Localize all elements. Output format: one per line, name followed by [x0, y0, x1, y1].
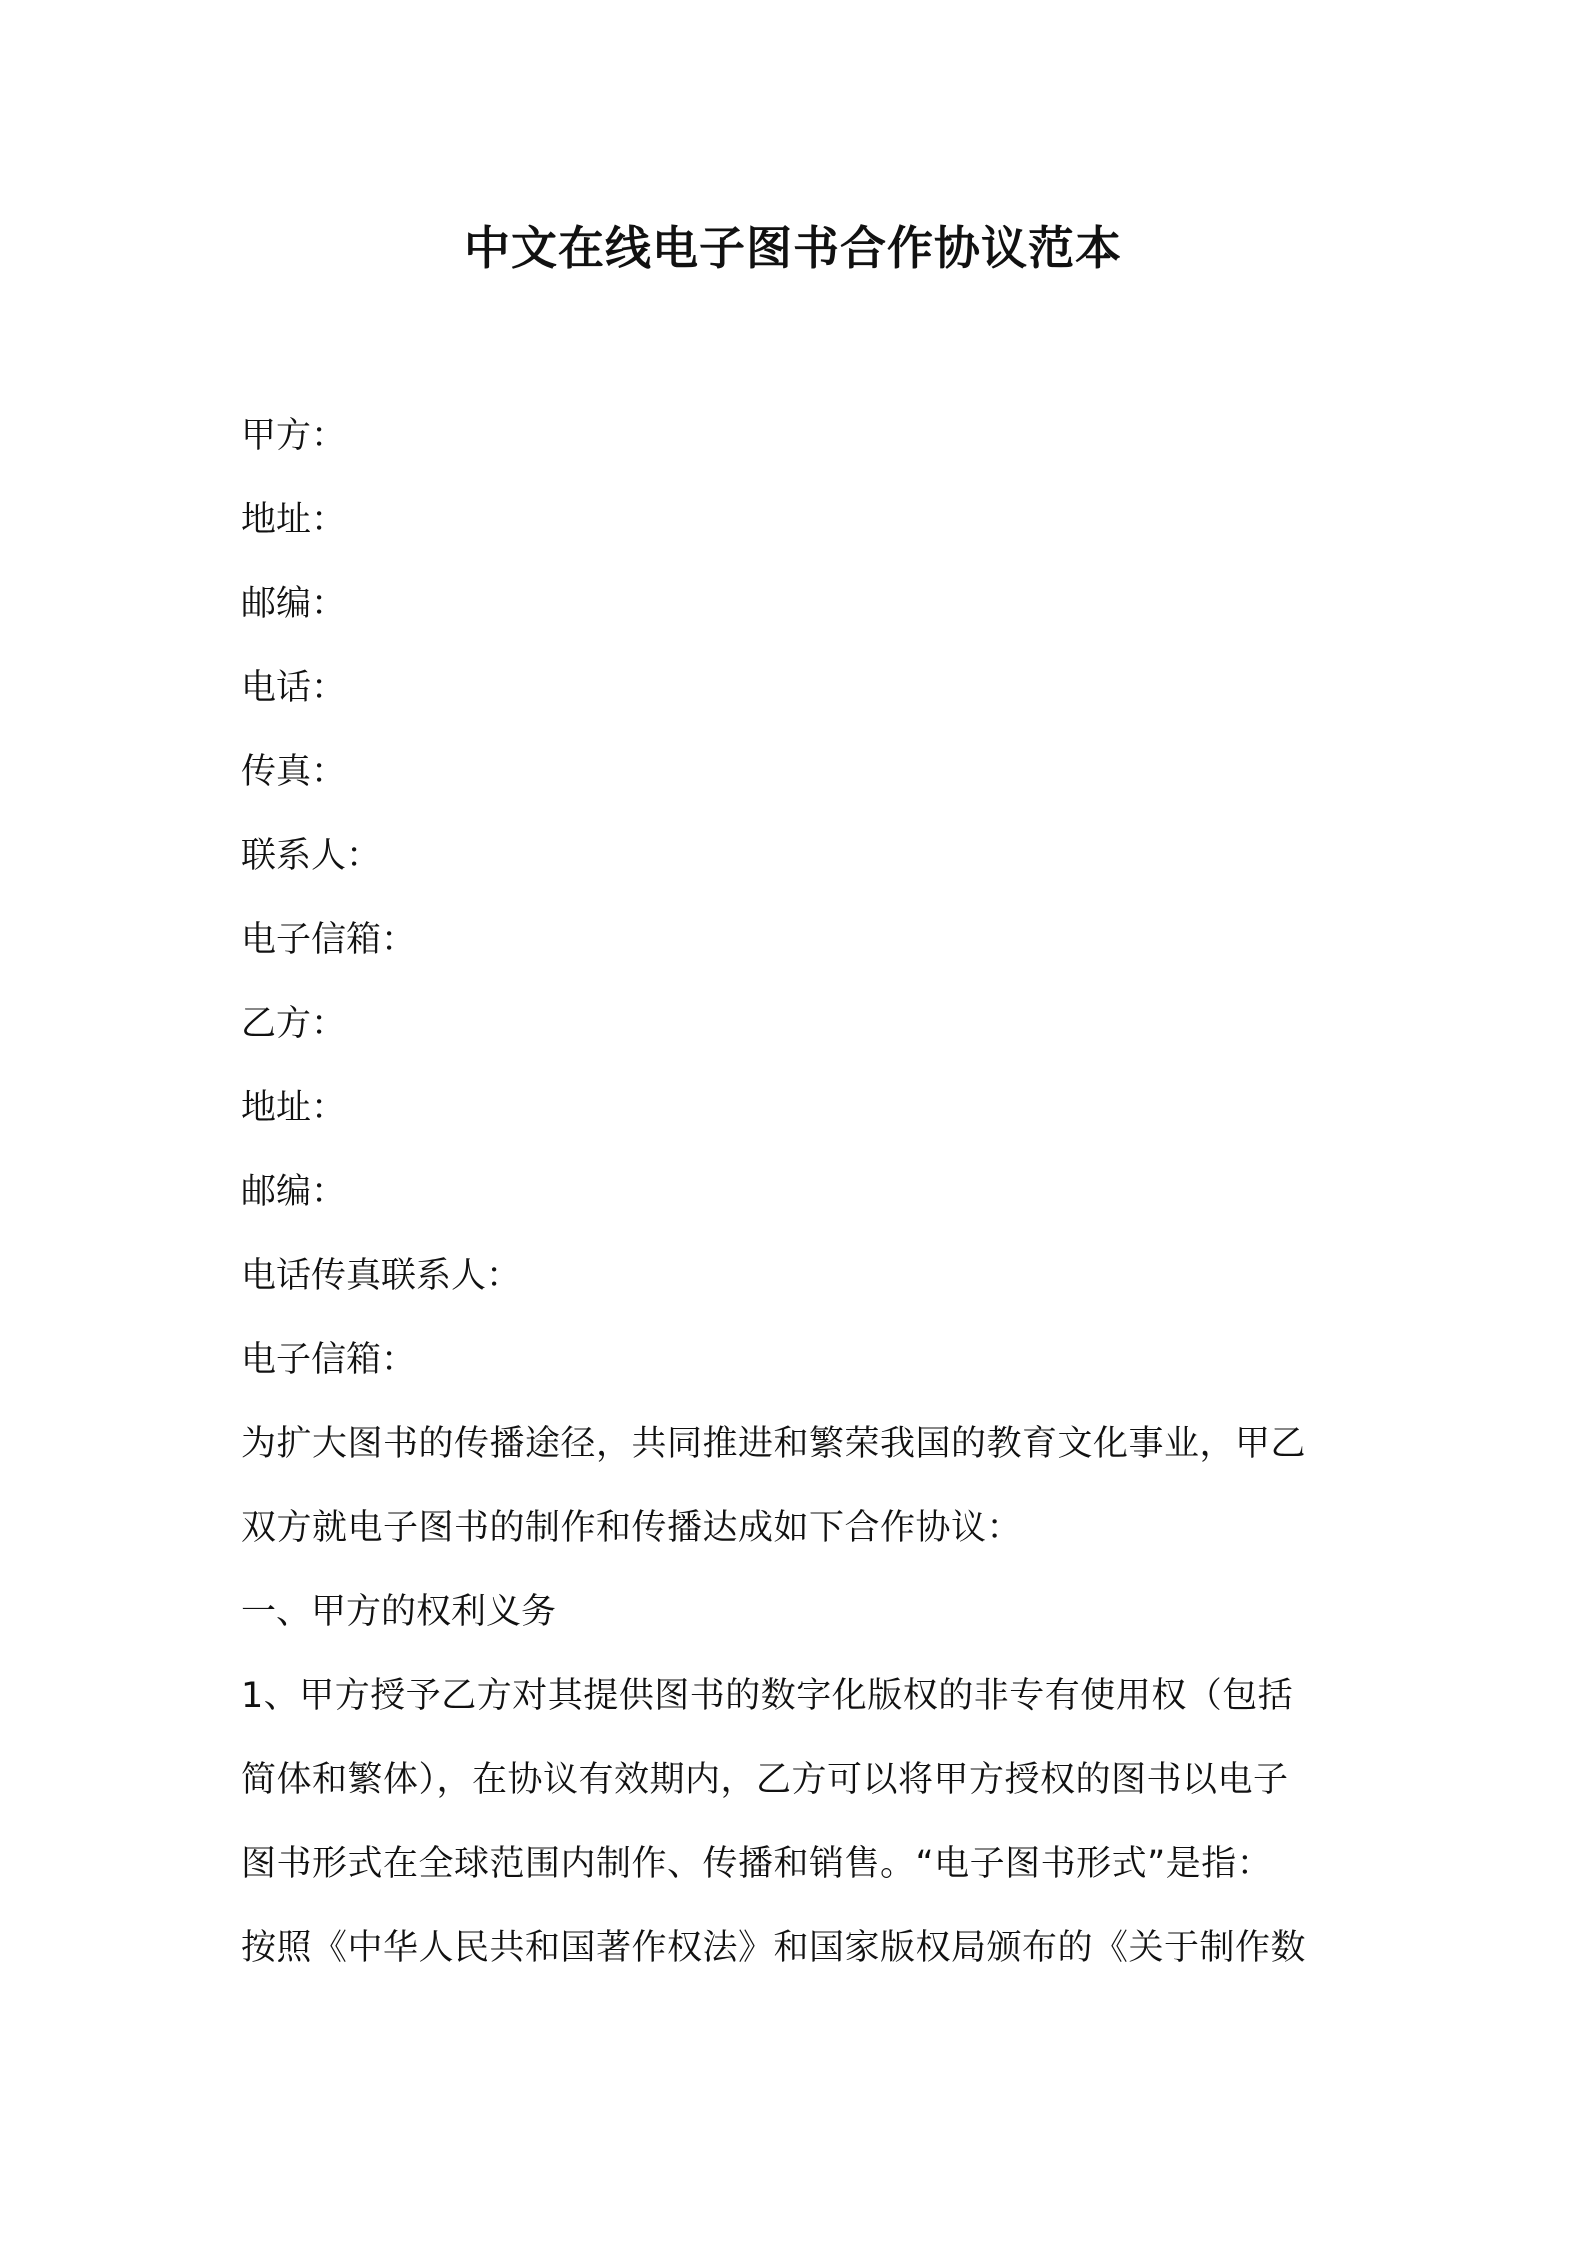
- party-b-phone-fax-contact-label: 电话传真联系人：: [241, 1256, 522, 1296]
- clause-line: 1、甲方授予乙方对其提供图书的数字化版权的非专有使用权（包括: [241, 1676, 1294, 1716]
- party-b-name-label: 乙方：: [241, 1004, 347, 1044]
- party-a-contact-label: 联系人：: [241, 836, 382, 876]
- party-b-address-label: 地址：: [241, 1088, 347, 1128]
- preamble-paragraph: [241, 1402, 1361, 1570]
- party-b-block: [241, 982, 1361, 1402]
- document-title: 中文在线电子图书合作协议范本: [464, 221, 1122, 275]
- clause-line: 简体和繁体），在协议有效期内，乙方可以将甲方授权的图书以电子: [241, 1760, 1289, 1800]
- document-body: [241, 394, 1361, 1990]
- party-a-postcode-label: 邮编：: [241, 584, 347, 624]
- clause-line: 图书形式在全球范围内制作、传播和销售。“电子图书形式”是指：: [241, 1844, 1273, 1884]
- party-a-fax-label: 传真：: [241, 752, 347, 792]
- party-a-address-label: 地址：: [241, 500, 347, 540]
- party-a-phone-label: 电话：: [241, 668, 347, 708]
- party-a-block: [241, 394, 1361, 982]
- party-a-name-label: 甲方：: [241, 416, 347, 456]
- clause-line: 按照《中华人民共和国著作权法》和国家版权局颁布的《关于制作数: [241, 1928, 1307, 1968]
- preamble-line: 为扩大图书的传播途径，共同推进和繁荣我国的教育文化事业，甲乙: [241, 1424, 1307, 1464]
- party-b-email-label: 电子信箱：: [241, 1340, 417, 1380]
- section-heading: 一、甲方的权利义务: [241, 1592, 557, 1632]
- party-a-email-label: 电子信箱：: [241, 920, 417, 960]
- party-b-postcode-label: 邮编：: [241, 1172, 347, 1212]
- preamble-line: 双方就电子图书的制作和传播达成如下合作协议：: [241, 1508, 1023, 1548]
- clause-paragraph: [241, 1654, 1361, 1990]
